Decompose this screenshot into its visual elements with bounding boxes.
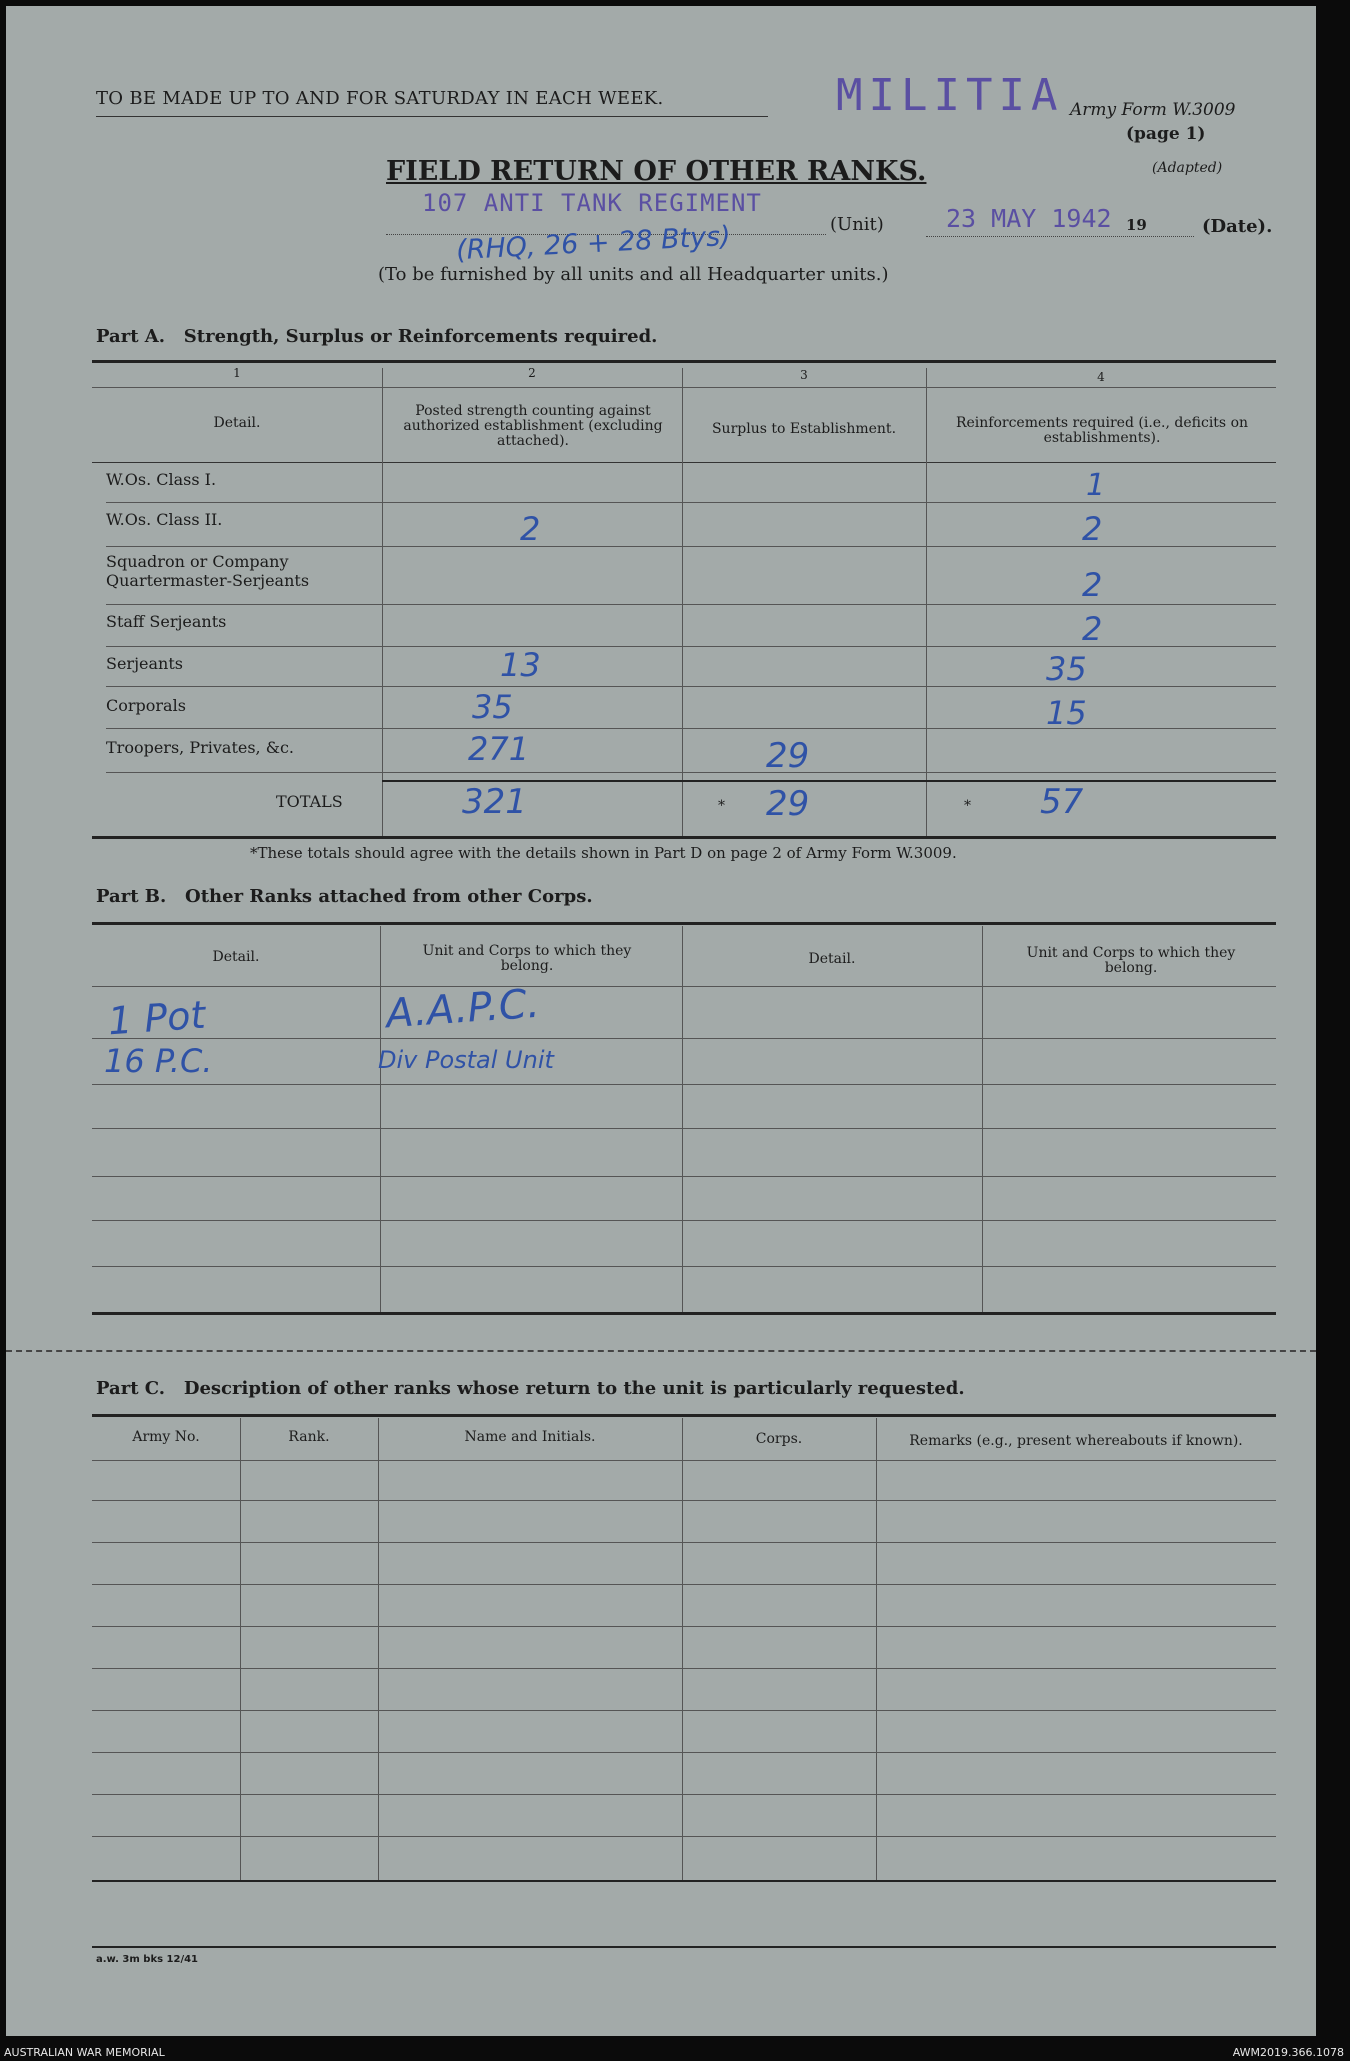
- c-row-rule: [92, 1542, 1276, 1543]
- part-b-vline-3: [982, 926, 983, 1312]
- part-c-vline-2: [378, 1418, 379, 1882]
- part-a-vline-1: [382, 368, 383, 838]
- row-label-cqms-text: Squadron or Company Quartermaster-Serjeants: [106, 552, 310, 590]
- b-col-header-unit-1: Unit and Corps to which they belong.: [422, 943, 632, 974]
- c-col-header-rank: Rank.: [288, 1429, 330, 1445]
- b-row-rule: [92, 1266, 1276, 1267]
- b-row-rule: [92, 1128, 1276, 1129]
- form-bottom-rule: [92, 1946, 1276, 1948]
- unit-label: (Unit): [830, 214, 884, 235]
- b-row-rule: [92, 1038, 1276, 1039]
- part-b-vline-2: [682, 926, 683, 1312]
- b-row-rule: [92, 1176, 1276, 1177]
- total-reinf: 57: [1040, 782, 1084, 822]
- c-col-header-remarks: Remarks (e.g., present whereabouts if known).: [909, 1433, 1243, 1449]
- form-sheet: [6, 6, 1316, 2036]
- row-rule: [106, 728, 1276, 729]
- page-label: (page 1): [1126, 124, 1206, 144]
- part-c-title: Part C. Description of other ranks whose return to the unit is particularly requested.: [96, 1378, 965, 1399]
- row-label-cqms: [106, 552, 366, 590]
- date-label: (Date).: [1202, 216, 1273, 237]
- row-rule: [106, 772, 1276, 773]
- date-stamp: 23 MAY 1942: [946, 204, 1112, 233]
- c-col-header-corps: Corps.: [755, 1431, 803, 1447]
- reinf-wo1: 1: [1086, 468, 1106, 503]
- part-a-title: Part A. Strength, Surplus or Reinforcements required.: [96, 326, 658, 347]
- c-row-rule: [92, 1836, 1276, 1837]
- totals-label: TOTALS: [276, 792, 343, 811]
- part-b-vline-1: [380, 926, 381, 1312]
- part-c-vline-3: [682, 1418, 683, 1882]
- b-row-rule: [92, 1220, 1276, 1221]
- row-label-staff-sjt: Staff Serjeants: [106, 612, 227, 631]
- army-form-label: Army Form W.3009: [1070, 100, 1236, 120]
- c-row-rule: [92, 1794, 1276, 1795]
- row-rule: [106, 686, 1276, 687]
- posted-wo2: 2: [520, 510, 541, 548]
- part-c-bottom-rule: [92, 1880, 1276, 1882]
- reinf-wo2: 2: [1082, 510, 1103, 548]
- c-row-rule: [92, 1500, 1276, 1501]
- c-row-rule: [92, 1626, 1276, 1627]
- form-title: FIELD RETURN OF OTHER RANKS.: [386, 156, 927, 187]
- part-a-vline-3: [926, 368, 927, 838]
- footer-right: AWM2019.366.1078: [1232, 2046, 1344, 2059]
- c-row-rule: [92, 1710, 1276, 1711]
- year-prefix: 19: [1126, 216, 1147, 234]
- posted-troopers: 271: [468, 730, 530, 768]
- part-c-vline-1: [240, 1418, 241, 1882]
- part-a-top-rule: [92, 360, 1276, 363]
- date-dotted-line: [926, 236, 1194, 238]
- row-label-cpl: Corporals: [106, 696, 186, 715]
- c-row-rule: [92, 1668, 1276, 1669]
- c-row-rule: [92, 1752, 1276, 1753]
- part-b-title: Part B. Other Ranks attached from other Corps.: [96, 886, 593, 907]
- c-col-header-name: Name and Initials.: [464, 1429, 596, 1445]
- col-header-reinf: Reinforcements required (i.e., deficits on establishments).: [955, 415, 1249, 446]
- row-label-wo2: W.Os. Class II.: [106, 510, 223, 529]
- c-row-rule: [92, 1584, 1276, 1585]
- part-a-header-rule: [92, 462, 1276, 463]
- posted-cpl: 35: [472, 688, 513, 726]
- part-c-top-rule: [92, 1414, 1276, 1417]
- col-number-4: 4: [1097, 370, 1105, 384]
- part-b-bottom-rule: [92, 1312, 1276, 1315]
- reinf-sjt: 35: [1046, 650, 1087, 688]
- instruction-underline: [96, 116, 768, 117]
- col-number-3: 3: [800, 368, 808, 382]
- col-header-detail: Detail.: [213, 415, 261, 431]
- cut-line: [6, 1350, 1316, 1352]
- row-label-sjt: Serjeants: [106, 654, 183, 673]
- posted-sjt: 13: [500, 646, 541, 684]
- unit-handwritten: (RHQ, 26 + 28 Btys): [455, 220, 732, 267]
- reinf-staff-sjt: 2: [1082, 610, 1103, 648]
- adapted-label: (Adapted): [1152, 160, 1223, 176]
- c-col-header-army-no: Army No.: [132, 1429, 200, 1445]
- row-label-troopers: Troopers, Privates, &c.: [106, 738, 295, 757]
- part-a-vline-2: [682, 368, 683, 838]
- reinf-cpl: 15: [1046, 694, 1087, 732]
- col-header-posted: Posted strength counting against authorized establishment (excluding attached).: [403, 403, 663, 449]
- b-entry-detail-2: 16 P.C.: [104, 1042, 213, 1080]
- col-header-surplus: Surplus to Establishment.: [711, 421, 897, 437]
- b-row-rule: [92, 1084, 1276, 1085]
- b-entry-unit-2: Div Postal Unit: [378, 1046, 554, 1074]
- instruction-text: TO BE MADE UP TO AND FOR SATURDAY IN EACH WEEK.: [96, 88, 664, 109]
- part-b-top-rule: [92, 922, 1276, 925]
- print-code: a.w. 3m bks 12/41: [96, 1954, 199, 1965]
- surplus-troopers: 29: [766, 736, 810, 776]
- part-c-vline-4: [876, 1418, 877, 1882]
- part-c-header-rule: [92, 1460, 1276, 1461]
- part-a-bottom-rule: [92, 836, 1276, 839]
- furnished-note: (To be furnished by all units and all Headquarter units.): [378, 264, 889, 285]
- unit-stamp: 107 ANTI TANK REGIMENT: [422, 189, 762, 217]
- total-reinf-asterisk: *: [964, 798, 971, 814]
- militia-stamp: MILITIA: [836, 70, 1064, 121]
- row-rule: [106, 604, 1276, 605]
- b-col-header-unit-2: Unit and Corps to which they belong.: [1026, 945, 1236, 976]
- row-label-wo1: W.Os. Class I.: [106, 470, 217, 489]
- col-number-1: 1: [233, 366, 241, 380]
- reinf-cqms: 2: [1082, 566, 1103, 604]
- part-b-header-rule: [92, 986, 1276, 987]
- total-surplus: 29: [766, 784, 810, 824]
- b-entry-detail-1: 1 Pot: [106, 992, 207, 1044]
- part-a-num-rule: [92, 387, 1276, 388]
- b-col-header-detail-2: Detail.: [808, 951, 856, 967]
- b-col-header-detail-1: Detail.: [212, 949, 260, 965]
- footer-left: AUSTRALIAN WAR MEMORIAL: [4, 2046, 165, 2059]
- col-number-2: 2: [528, 366, 536, 380]
- total-surplus-asterisk: *: [718, 798, 725, 814]
- b-entry-unit-1: A.A.P.C.: [384, 980, 542, 1038]
- part-a-footnote: *These totals should agree with the details shown in Part D on page 2 of Army Form W.3009.: [250, 844, 957, 862]
- total-posted: 321: [462, 782, 527, 822]
